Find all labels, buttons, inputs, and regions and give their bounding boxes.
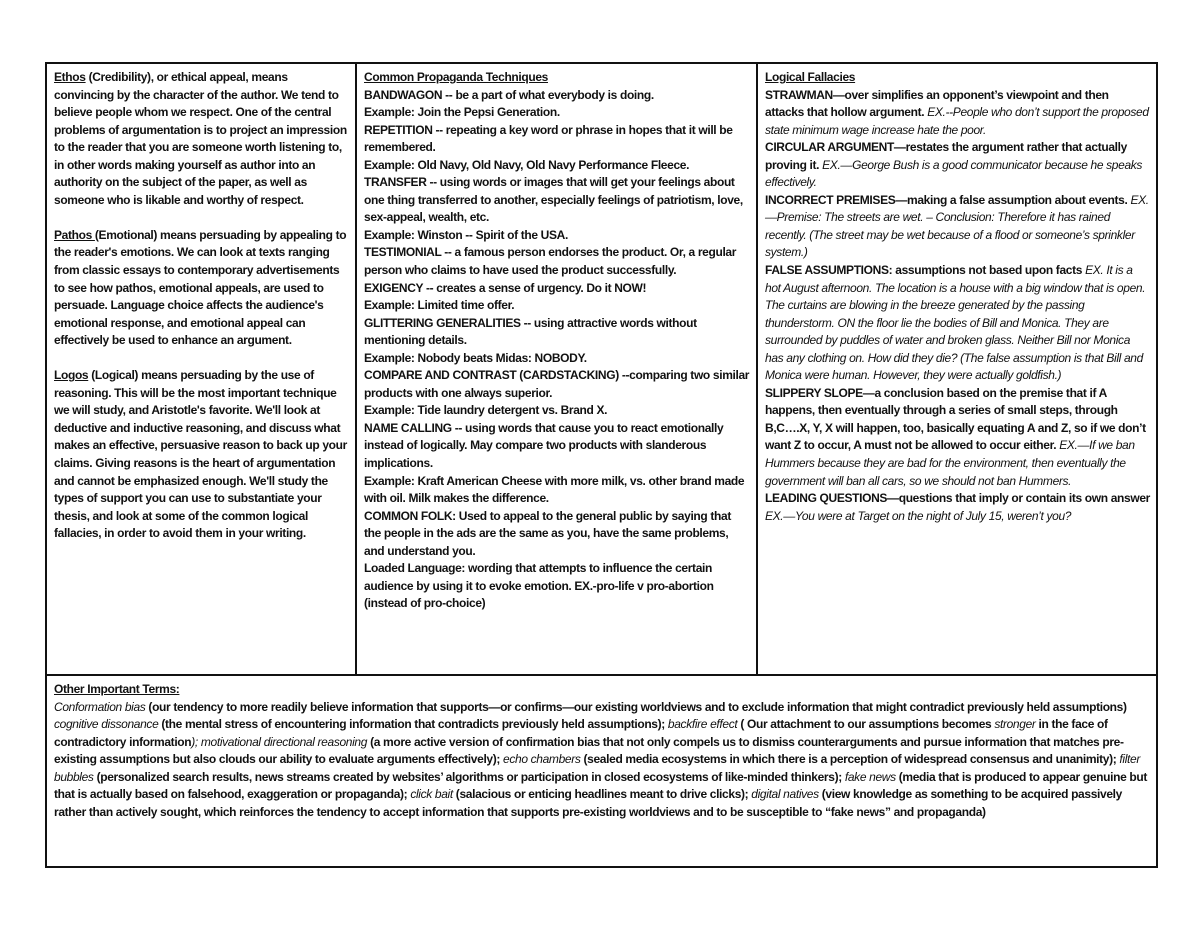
body-text: (view knowledge as something to be acquired passively rather than actively sought, which reinforces the tendency to accept information that supports pre-existing worldviews and to be susceptible to “fake news” and propaganda) [54, 787, 1122, 819]
example-text: fake news [844, 769, 896, 784]
paragraph [765, 385, 1150, 490]
example-text: EX.—If we ban Hummers because they are bad for the environment, then eventually the government will ban all cars, so we should not ban Hummers. [765, 438, 1135, 488]
body-text: ( Our attachment to our assumptions becomes [737, 717, 995, 732]
reference-table [45, 62, 1158, 868]
body-text: TRANSFER -- using words or images that will get your feelings about one thing transferred to another, especially feelings of patriotism, love, sex-appeal, wealth, etc. [364, 175, 743, 225]
body-text: (a more active version of confirmation bias that not only compels us to dismiss counterarguments and pursue information that matches pre-existing assumptions but also clouds our ability to evaluate arguments effectively); [54, 734, 1124, 767]
example-text: click bait [410, 787, 453, 802]
heading-text: Common Propaganda Techniques [364, 70, 548, 84]
paragraph [364, 280, 750, 298]
heading-text: Logos [54, 368, 89, 383]
body-text: (the mental stress of encountering information that contradicts previously held assumptions); [158, 717, 668, 732]
paragraph [54, 69, 349, 209]
section-heading [54, 681, 1150, 699]
body-text: (personalized search results, news streams created by websites’ algorithms or participation in closed ecosystems of like-minded thinkers); [93, 769, 845, 784]
body-text: (Logical) means persuading by the use of reasoning. This will be the most important technique we will study, and Aristotle's favorite. We'll look at deductive and inductive reasoning, and discuss what makes an effective, persuasive reason to back up your claims. Giving reasons is the heart of argumentation and cannot be emphasized enough. We'll study the types of support you can use to substantiate your thesis, and look at some of the common logical fallacies, in order to avoid them in your writing. [54, 368, 347, 541]
section-heading [364, 69, 750, 87]
paragraph [364, 297, 750, 315]
body-text: Example: Nobody beats Midas: NOBODY. [364, 350, 587, 365]
body-text: Example: Winston -- Spirit of the USA. [364, 227, 568, 242]
paragraph [765, 139, 1150, 192]
paragraph [54, 699, 1150, 822]
paragraph [54, 227, 349, 350]
body-text: COMPARE AND CONTRAST (CARDSTACKING) --comparing two similar products with one always superior. [364, 368, 750, 400]
section-heading [765, 69, 1150, 87]
example-text: EX.—You were at Target on the night of July 15, weren’t you? [765, 508, 1072, 523]
example-text: cognitive dissonance [54, 717, 159, 732]
paragraph [364, 87, 750, 105]
example-text: filter bubbles [54, 752, 1140, 784]
body-text: REPETITION -- repeating a key word or phrase in hopes that it will be remembered. [364, 122, 733, 155]
paragraph [364, 122, 750, 157]
table-row-top [47, 64, 1156, 676]
body-text: (our tendency to more readily believe information that supports—or confirms—our existing worldviews and to exclude information that might contradict previously held assumptions) [145, 699, 1127, 714]
cell-other-important-terms [47, 676, 1156, 866]
paragraph [364, 244, 750, 279]
paragraph [54, 367, 349, 542]
paragraph [364, 420, 750, 473]
body-text: (Credibility), or ethical appeal, means convincing by the character of the author. We tend to believe people whom we respect. One of the central problems of argumentation is to project an impression to the reader that you are someone worth listening to, in other words making yourself as author into an authority on the subject of the paper, as well as someone who is likable and worthy of respect. [54, 70, 347, 207]
body-text: Example: Join the Pepsi Generation. [364, 105, 560, 120]
body-text: (media that is produced to appear genuine but that is actually based on falsehood, exaggeration or propaganda); [54, 769, 1148, 802]
paragraph [765, 262, 1150, 385]
body-text: GLITTERING GENERALITIES -- using attractive words without mentioning details. [364, 315, 697, 348]
body-text: (salacious or enticing headlines meant to drive clicks); [452, 787, 752, 802]
paragraph [364, 157, 750, 175]
body-text: STRAWMAN—over simplifies an opponent’s viewpoint and then attacks that hollow argument. [765, 87, 1109, 120]
body-text: (Emotional) means persuading by appealing to the reader's emotions. We can look at texts ranging from classic essays to contemporary advertisements to see how pathos, emotional appeals, are used to persuade. Language choice affects the audience's emotional response, and emotional appeal can effectively be used to enhance an argument. [54, 227, 347, 348]
body-text: in the face of contradictory information [54, 717, 1108, 749]
heading-text: Ethos [54, 70, 86, 84]
body-text: Example: Tide laundry detergent vs. Brand X. [364, 403, 608, 418]
example-text: backfire effect [667, 717, 738, 732]
paragraph [364, 174, 750, 227]
paragraph [364, 508, 750, 561]
paragraph [364, 473, 750, 508]
paragraph [765, 87, 1150, 140]
body-text: Example: Kraft American Cheese with more milk, vs. other brand made with oil. Milk makes the difference. [364, 473, 745, 506]
body-text: NAME CALLING -- using words that cause you to react emotionally instead of logically. May compare two products with slanderous implications. [364, 420, 724, 471]
body-text: TESTIMONIAL -- a famous person endorses the product. Or, a regular person who claims to have used the product successfully. [364, 245, 737, 278]
paragraph [364, 560, 750, 613]
body-text: INCORRECT PREMISES—making a false assumption about events. [765, 192, 1131, 207]
body-text: (sealed media ecosystems in which there is a perception of widespread consensus and unanimity); [580, 752, 1120, 767]
body-text: LEADING QUESTIONS—questions that imply or contain its own answer [765, 491, 1150, 506]
paragraph [364, 315, 750, 350]
body-text: CIRCULAR ARGUMENT—restates the argument rather that actually proving it. [765, 140, 1127, 172]
heading-text: Pathos [54, 227, 95, 242]
table-row-bottom [47, 676, 1156, 866]
body-text: SLIPPERY SLOPE—a conclusion based on the premise that if A happens, then eventually through a series of small steps, through B,C….X, Y, X will happen, too, basically equating A and Z, so if we don’t want Z to occur, A must not be allowed to occur either. [765, 385, 1146, 453]
body-text: Loaded Language: wording that attempts to influence the certain audience by using it to evoke emotion. EX.-pro-life v pro-abortion (instead of pro-choice) [364, 561, 714, 611]
paragraph [364, 402, 750, 420]
paragraph [364, 104, 750, 122]
cell-propaganda-techniques [357, 64, 758, 674]
example-text: Conformation bias [54, 699, 146, 714]
cell-rhetorical-appeals [47, 64, 357, 674]
example-text: EX.--People who don’t support the proposed state minimum wage increase hate the poor. [765, 105, 1149, 137]
example-text: echo chambers [503, 752, 581, 767]
example-text: EX. It is a hot August afternoon. The location is a house with a big window that is open. The curtains are blowing in the breeze generated by the passing thunderstorm. ON the floor lie the bodies of Bill and Monica. They are surrounded by puddles of water and broken glass. Neither Bill nor Monica has any clothing on. How did they die? (The false assumption is that Bill and Monica were human. However, they were actually goldfish.) [765, 263, 1146, 383]
body-text: COMMON FOLK: Used to appeal to the general public by saying that the people in the ads are the same as you, have the same problems, and understand you. [364, 508, 731, 558]
body-text: Example: Limited time offer. [364, 298, 515, 313]
paragraph [765, 192, 1150, 262]
paragraph [765, 490, 1150, 525]
paragraph [364, 350, 750, 368]
example-text: digital natives [751, 787, 819, 802]
paragraph [364, 227, 750, 245]
example-text: ); motivational directional reasoning [191, 734, 368, 749]
heading-text: Logical Fallacies [765, 70, 856, 84]
body-text: BANDWAGON -- be a part of what everybody is doing. [364, 87, 654, 102]
body-text: FALSE ASSUMPTIONS: assumptions not based upon facts [765, 263, 1086, 278]
example-text: EX.—Premise: The streets are wet. – Conclusion: Therefore it has rained recently. (The street may be wet because of a flood or someone’s sprinkler system.) [765, 192, 1149, 260]
example-text: EX.—George Bush is a good communicator because he speaks effectively. [765, 157, 1143, 190]
heading-text: Other Important Terms: [54, 682, 180, 696]
cell-logical-fallacies [758, 64, 1156, 674]
body-text: EXIGENCY -- creates a sense of urgency. Do it NOW! [364, 280, 647, 295]
paragraph [364, 367, 750, 402]
example-text: stronger [994, 717, 1036, 732]
body-text: Example: Old Navy, Old Navy, Old Navy Performance Fleece. [364, 157, 690, 172]
